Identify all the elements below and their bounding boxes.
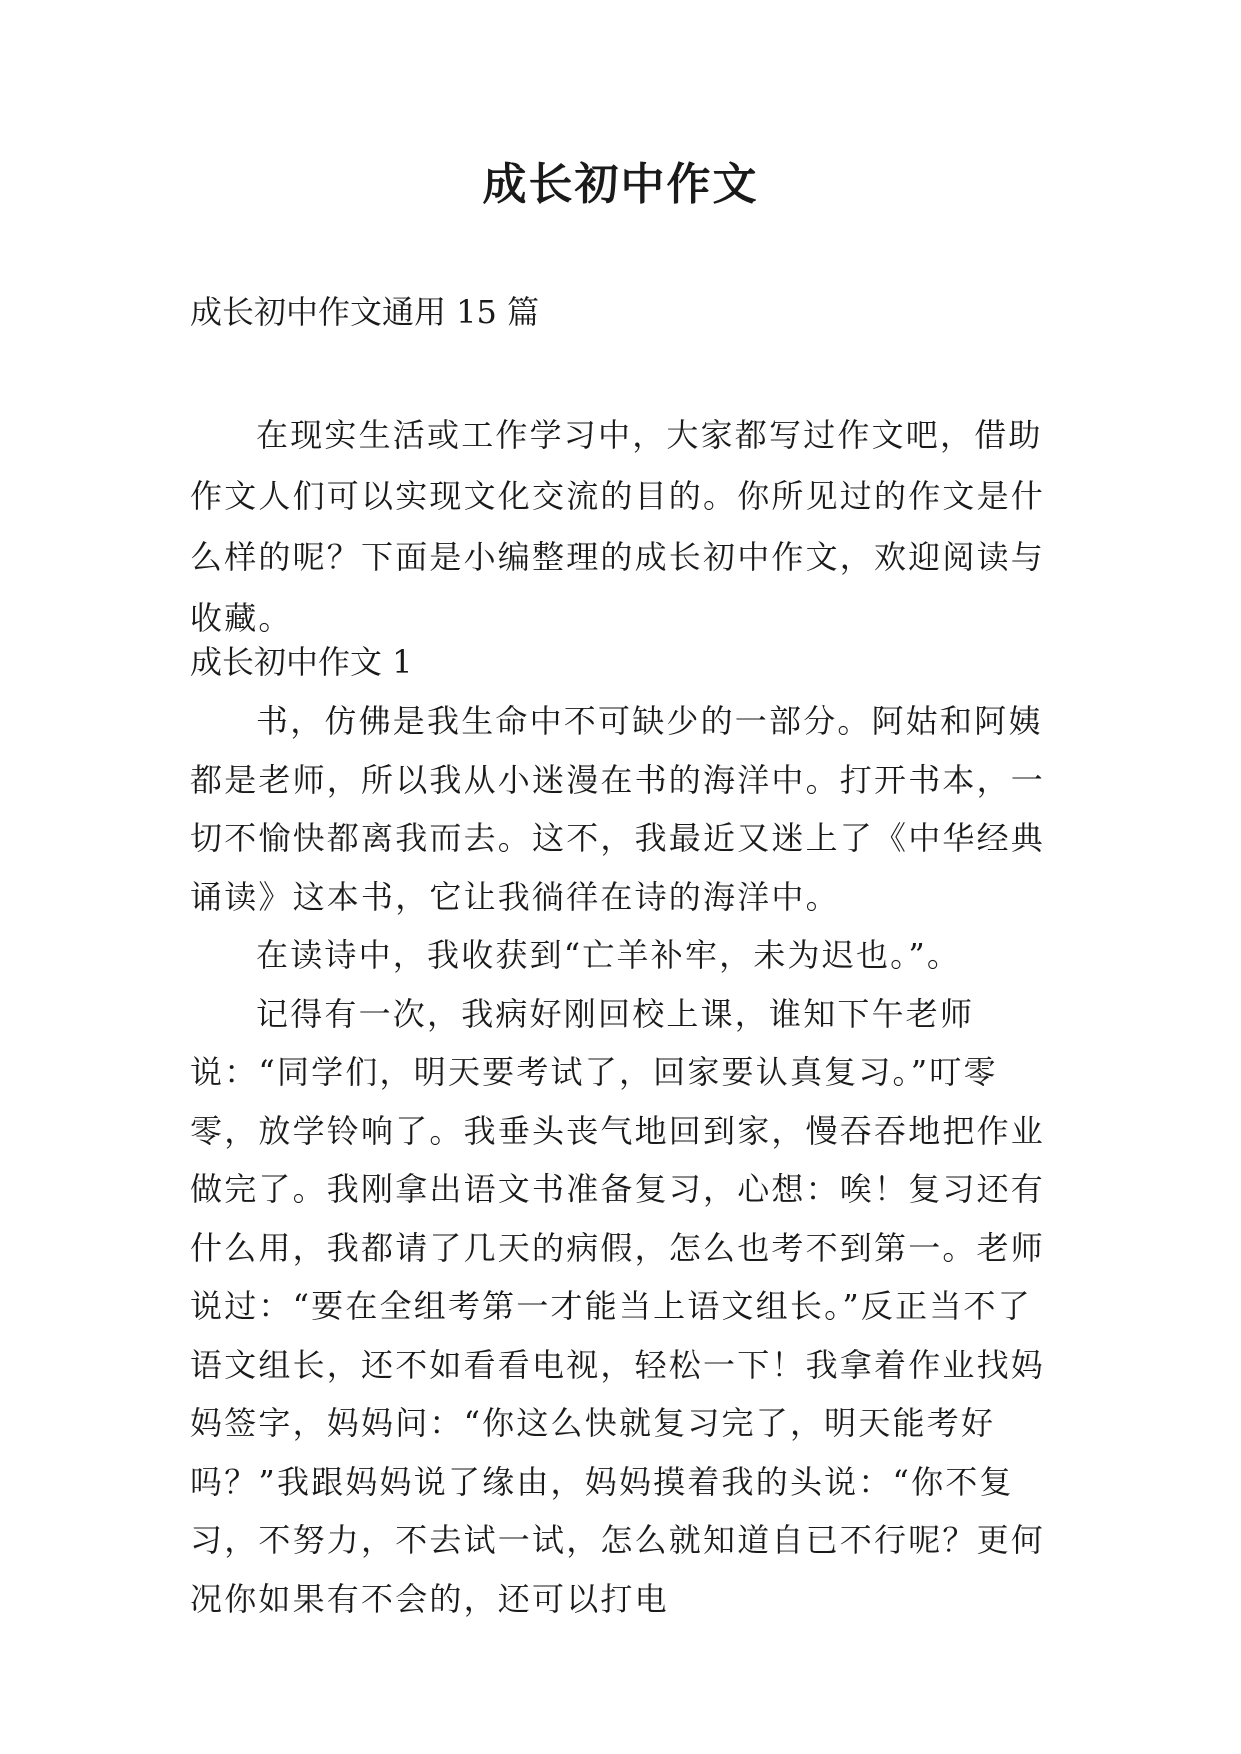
intro-paragraph: 在现实生活或工作学习中，大家都写过作文吧，借助作文人们可以实现文化交流的目的。你所见过的作文是什么样的呢？下面是小编整理的成长初中作文，欢迎阅读与收藏。 [190,416,1046,637]
essay-paragraph: 书，仿佛是我生命中不可缺少的一部分。阿姑和阿姨都是老师，所以我从小迷漫在书的海洋中。打开书本，一切不愉快都离我而去。这不，我最近又迷上了《中华经典诵读》这本书，它让我徜徉在诗的海洋中。 [190,702,1046,916]
document-title: 成长初中作文 [482,159,759,210]
document-subtitle: 成长初中作文通用 15 篇 [190,293,540,331]
essay-body [190,692,1060,1628]
essay-paragraph: 在读诗中，我收获到“亡羊补牢，未为迟也。”。 [256,936,962,974]
section-heading: 成长初中作文 1 [190,643,413,681]
essay-paragraph: 记得有一次，我病好刚回校上课，谁知下午老师说：“同学们，明天要考试了，回家要认真复习。”叮零零，放学铃响了。我垂头丧气地回到家，慢吞吞地把作业做完了。我刚拿出语文书准备复习，心想：唉！复习还有什么用，我都请了几天的病假，怎么也考不到第一。老师说过：“要在全组考第一才能当上语文组长。”反正当不了语文组长，还不如看看电视，轻松一下！我拿着作业找妈妈签字，妈妈问：“你这么快就复习完了，明天能考好吗？”我跟妈妈说了缘由，妈妈摸着我的头说：“你不复习，不努力，不去试一试，怎么就知道自已不行呢？更何况你如果有不会的，还可以打电 [190,994,1046,1618]
